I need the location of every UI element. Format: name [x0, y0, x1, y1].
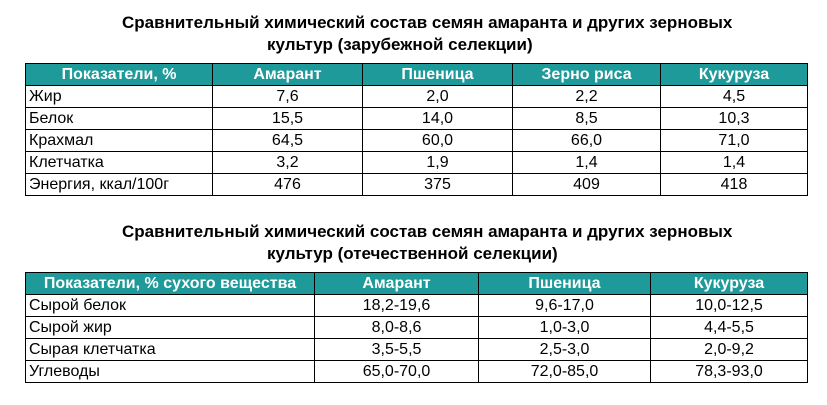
table-cell: 2,0-9,2 — [651, 339, 808, 361]
table-cell: 66,0 — [513, 130, 661, 152]
table2-header-cell: Показатели, % сухого вещества — [26, 273, 315, 295]
table2-title-line1: Сравнительный химический состав семян амаранта и других зерновых — [122, 222, 733, 241]
table-cell: 60,0 — [363, 130, 513, 152]
table2-title-line2: культур (отечественной селекции) — [267, 244, 558, 263]
table-cell: 64,5 — [213, 130, 363, 152]
table-row — [26, 361, 808, 383]
table-cell: 72,0-85,0 — [479, 361, 651, 383]
table-cell: 4,4-5,5 — [651, 317, 808, 339]
table-row — [26, 174, 808, 196]
table-row — [26, 108, 808, 130]
table-cell: 9,6-17,0 — [479, 295, 651, 317]
table1-header-row — [26, 64, 808, 86]
table-row — [26, 339, 808, 361]
table-cell: 2,2 — [513, 86, 661, 108]
table-cell: 476 — [213, 174, 363, 196]
table-row — [26, 317, 808, 339]
table-cell: Сырой белок — [26, 295, 315, 317]
table-cell: Крахмал — [26, 130, 213, 152]
table-row — [26, 130, 808, 152]
table1-header-cell: Кукуруза — [661, 64, 808, 86]
table2-header-cell: Пшеница — [479, 273, 651, 295]
table-cell: 1,4 — [513, 152, 661, 174]
table-cell: 3,5-5,5 — [315, 339, 479, 361]
table1-header-cell: Амарант — [213, 64, 363, 86]
table1-header-cell: Показатели, % — [26, 64, 213, 86]
table-cell: Белок — [26, 108, 213, 130]
table-cell: 418 — [661, 174, 808, 196]
table-cell: 409 — [513, 174, 661, 196]
table2-title — [122, 221, 732, 265]
table-row — [26, 86, 808, 108]
table1-title-line2: культур (зарубежной селекции) — [267, 35, 533, 54]
table-cell: 375 — [363, 174, 513, 196]
table1-title-line1: Сравнительный химический состав семян амаранта и других зерновых — [122, 13, 733, 32]
table-cell: 1,4 — [661, 152, 808, 174]
table-cell: Сырой жир — [26, 317, 315, 339]
table-cell: 8,5 — [513, 108, 661, 130]
table1-header-cell: Пшеница — [363, 64, 513, 86]
table-cell: 4,5 — [661, 86, 808, 108]
table1 — [25, 63, 808, 196]
table-cell: 2,5-3,0 — [479, 339, 651, 361]
table-row — [26, 152, 808, 174]
table2-header-row — [26, 273, 808, 295]
table2-header-cell: Амарант — [315, 273, 479, 295]
table-cell: 3,2 — [213, 152, 363, 174]
table-cell: Сырая клетчатка — [26, 339, 315, 361]
table-cell: Углеводы — [26, 361, 315, 383]
table-cell: 7,6 — [213, 86, 363, 108]
table-cell: Клетчатка — [26, 152, 213, 174]
table2 — [25, 272, 808, 383]
table-cell: 10,0-12,5 — [651, 295, 808, 317]
table-cell: 8,0-8,6 — [315, 317, 479, 339]
table-cell: 71,0 — [661, 130, 808, 152]
table1-header-cell: Зерно риса — [513, 64, 661, 86]
table-cell: 10,3 — [661, 108, 808, 130]
table-cell: Энергия, ккал/100г — [26, 174, 213, 196]
table-row — [26, 295, 808, 317]
table-cell: 2,0 — [363, 86, 513, 108]
table-cell: 1,9 — [363, 152, 513, 174]
table1-title — [122, 12, 732, 56]
table-cell: 14,0 — [363, 108, 513, 130]
table-cell: 65,0-70,0 — [315, 361, 479, 383]
table-cell: 78,3-93,0 — [651, 361, 808, 383]
table-cell: 1,0-3,0 — [479, 317, 651, 339]
table-cell: Жир — [26, 86, 213, 108]
table-cell: 18,2-19,6 — [315, 295, 479, 317]
table2-header-cell: Кукуруза — [651, 273, 808, 295]
table-cell: 15,5 — [213, 108, 363, 130]
